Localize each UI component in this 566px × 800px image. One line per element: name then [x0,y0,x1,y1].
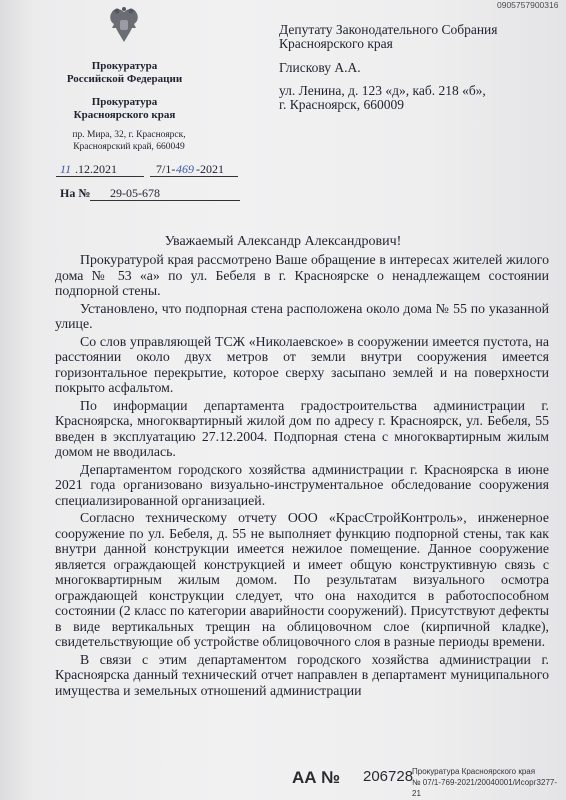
coat-of-arms-icon [106,6,142,46]
salutation: Уважаемый Александр Александрович! [164,234,402,249]
form-number: 206728 [363,768,414,785]
registration-line: № 07/1-769-2021/20040001/Исорг3277-21 [412,778,558,798]
date-day-handwritten: 11 [60,162,72,176]
recipient-address: ул. Ленина, д. 123 «д», каб. 218 «б», [279,83,486,98]
paragraph: В связи с этим департаментом городского хозяйства администрации г. Красноярска данный технический отчет направлен в департамент муниципального имущества и земельных отношений администрации [55,651,549,698]
reference-underline [90,200,240,201]
letter-body [55,252,549,700]
recipient-line: Депутату Законодательного Собрания [279,22,498,37]
org-line: Прокуратура [91,96,158,108]
paragraph: Со слов управляющей ТСЖ «Николаевское» в сооружении имеется пустота, на расстоянии около двух метров от земли внутри сооружения имеется горизонтальное перекрытие, которое сверху засыпано землей и на поверхности покрыто асфальтом. [55,333,549,395]
recipient-name: Глискову А.А. [279,60,361,75]
paragraph: По информации департамента градостроительства администрации г. Красноярска, многоквартирный жилой дом по адресу г. Красноярск, ул. Бебеля, 55 введен в эксплуатацию 27.12.2004. Подпорная стена с многоквартирным жилым домом не вводилась. [55,397,549,459]
number-underline [150,176,238,177]
reference-label: На № [60,186,91,200]
org-address-line: Красноярский край, 660049 [73,142,185,152]
top-stamp-number: 0905757900316 [497,0,559,10]
paragraph: Департаментом городского хозяйства администрации г. Красноярска в июне 2021 года организовано визуально-инструментальное обследование сооружения специализированной организацией. [55,461,549,508]
org-block-federal [62,60,187,86]
recipient-address: г. Красноярск, 660009 [279,97,404,112]
org-block-regional [62,96,187,122]
outgoing-number-handwritten: 469 [176,162,194,176]
paragraph: Установлено, что подпорная стена расположена около дома № 55 по указанной улице. [55,300,549,331]
org-line: Красноярского края [73,109,176,121]
reference-value: 29-05-678 [110,186,160,200]
form-series: АА № [292,768,341,787]
registration-line: Прокуратура Красноярского края [412,767,536,776]
outgoing-number-prefix: 7/1- [156,162,176,176]
paragraph: Прокуратурой края рассмотрено Ваше обращение в интересах жителей жилого дома № 53 «а» по ул. Бебеля в г. Красноярске о ненадлежащем состоянии подпорной стены. [55,252,549,298]
org-line: Российской Федерации [66,73,183,85]
paragraph: Согласно техническому отчету ООО «КрасСтройКонтроль», инженерное сооружение по ул. Бебеля, д. 55 не выполняет функцию подпорной стены, так как внутри данной конструкции имеется нежилое помещение. Данное сооружение является ограждающей конструкцией и имеет общую конструктивную связь с многоквартирным жилым домом. По результатам визуального осмотра ограждающей конструкции следует, что она находится в работоспособном состоянии (2 класс по категории аварийности сооружений). Присутствуют дефекты в виде вертикальных трещин на облицовочном слое (кирпичной кладке), свидетельствующие об устройстве облицовочного слоя в разные периоды времени. [55,510,549,649]
org-line: Прокуратура [91,60,158,72]
org-address-line: пр. Мира, 32, г. Красноярск, [72,130,186,140]
org-address [58,129,200,153]
recipient-line: Красноярского края [279,36,393,51]
outgoing-number-suffix: -2021 [196,162,224,176]
date-underline [56,176,144,177]
registration-stamp [412,766,562,799]
date-rest: .12.2021 [75,162,117,176]
